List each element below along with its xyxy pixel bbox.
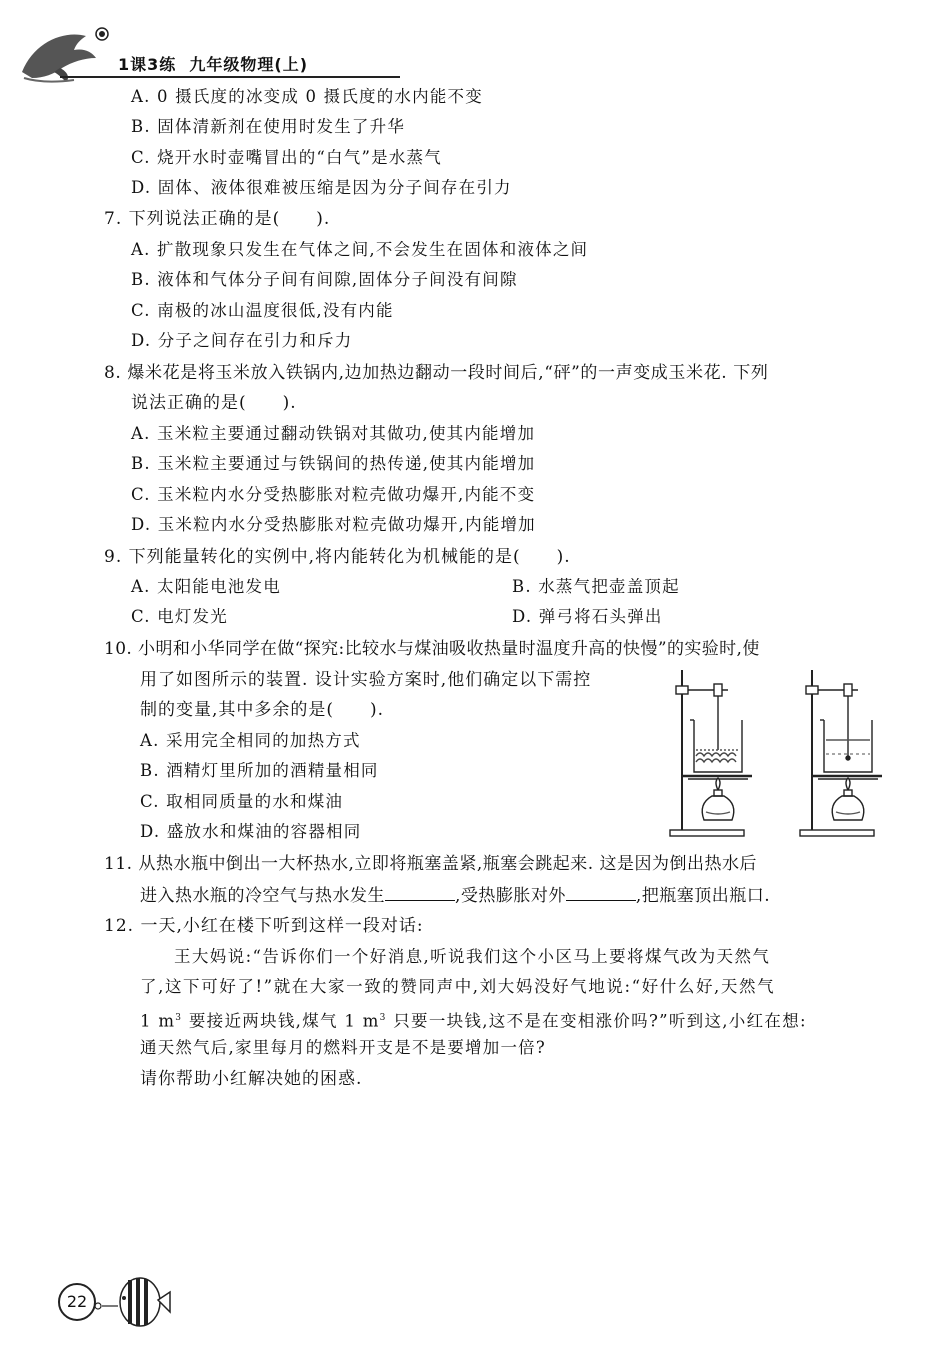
q12-para-line2: 了,这下可好了!”就在大家一致的赞同声中,刘大妈没好气地说:“好什么好,天然气 [140,977,776,996]
q12-unit-2-exp: 3 [379,1013,387,1023]
q11-blank-2[interactable] [566,884,636,901]
q6-option-c: C. 烧开水时壶嘴冒出的“白气”是水蒸气 [131,148,442,167]
subject-name: 九年级物理(上) [189,55,309,74]
q8-option-d: D. 玉米粒内水分受热膨胀对粒壳做功爆开,内能增加 [131,515,536,534]
q11-line2 [140,884,770,907]
q7-option-a: A. 扩散现象只发生在气体之间,不会发生在固体和液体之间 [131,240,589,259]
q8-stem-line1: 8. 爆米花是将玉米放入铁锅内,边加热边翻动一段时间后,“砰”的一声变成玉米花. 下列 [104,363,769,383]
q11-blank-1[interactable] [385,884,455,901]
dolphin-logo-icon [14,22,110,84]
q11-line1: 11. 从热水瓶中倒出一大杯热水,立即将瓶塞盖紧,瓶塞会跳起来. 这是因为倒出热水后 [104,854,758,874]
q10-option-d: D. 盛放水和煤油的容器相同 [140,822,362,841]
q10-stem-line2: 用了如图所示的装置. 设计实验方案时,他们确定以下需控 [140,670,592,690]
page-number: 22 [58,1283,96,1321]
fish-decoration-icon [92,1270,172,1330]
q12-text-end: 只要一块钱,这不是在变相涨价吗?”听到这,小红在想: [386,1011,807,1031]
q6-option-d: D. 固体、液体很难被压缩是因为分子间存在引力 [131,178,512,197]
q10-option-b: B. 酒精灯里所加的酒精量相同 [140,761,379,780]
q12-stem: 12. 一天,小红在楼下听到这样一段对话: [104,916,424,936]
q9-option-a: A. 太阳能电池发电 [131,577,281,596]
q12-para-line4: 通天然气后,家里每月的燃料开支是不是要增加一倍? [140,1038,546,1057]
q7-stem: 7. 下列说法正确的是( ). [104,209,331,229]
series-name: 1课3练 [118,55,177,74]
q12-unit-1-exp: 3 [175,1013,183,1023]
header-title [118,52,308,75]
q9-option-b: B. 水蒸气把壶盖顶起 [512,577,680,596]
q12-para-line1: 王大妈说:“告诉你们一个好消息,听说我们这个小区马上要将煤气改为天然气 [174,947,771,966]
left-apparatus [670,670,752,836]
q9-stem: 9. 下列能量转化的实例中,将内能转化为机械能的是( ). [104,547,571,567]
q10-option-a: A. 采用完全相同的加热方式 [140,731,361,750]
q7-option-c: C. 南极的冰山温度很低,没有内能 [131,301,394,320]
q8-option-c: C. 玉米粒内水分受热膨胀对粒壳做功爆开,内能不变 [131,485,536,504]
q12-ask: 请你帮助小红解决她的困惑. [140,1069,363,1089]
q11-text-a: 进入热水瓶的冷空气与热水发生 [140,886,385,906]
right-apparatus [800,670,882,836]
q12-unit-1: 1 m [140,1011,176,1031]
q6-option-a: A. 0 摄氏度的冰变成 0 摄氏度的水内能不变 [131,87,483,106]
q12-para-line3 [140,1007,807,1033]
q10-option-c: C. 取相同质量的水和煤油 [140,792,344,811]
q10-stem-line1: 10. 小明和小华同学在做“探究:比较水与煤油吸收热量时温度升高的快慢”的实验时,使 [104,639,760,659]
q9-option-d: D. 弹弓将石头弹出 [512,607,663,626]
q7-option-d: D. 分子之间存在引力和斥力 [131,331,353,350]
q7-option-b: B. 液体和气体分子间有间隙,固体分子间没有间隙 [131,270,518,289]
q9-option-c: C. 电灯发光 [131,607,228,626]
q12-text-mid: 要接近两块钱,煤气 1 m [182,1011,380,1031]
q11-text-c: ,把瓶塞顶出瓶口. [635,886,771,906]
q10-stem-line3: 制的变量,其中多余的是( ). [140,700,385,720]
q8-option-b: B. 玉米粒主要通过与铁锅间的热传递,使其内能增加 [131,454,536,473]
q8-stem-line2: 说法正确的是( ). [131,393,297,413]
q6-option-b: B. 固体清新剂在使用时发生了升华 [131,117,406,136]
header-rule [60,76,400,78]
q8-option-a: A. 玉米粒主要通过翻动铁锅对其做功,使其内能增加 [131,424,536,443]
heating-apparatus-figure [668,664,894,840]
q11-text-b: ,受热膨胀对外 [455,886,566,906]
